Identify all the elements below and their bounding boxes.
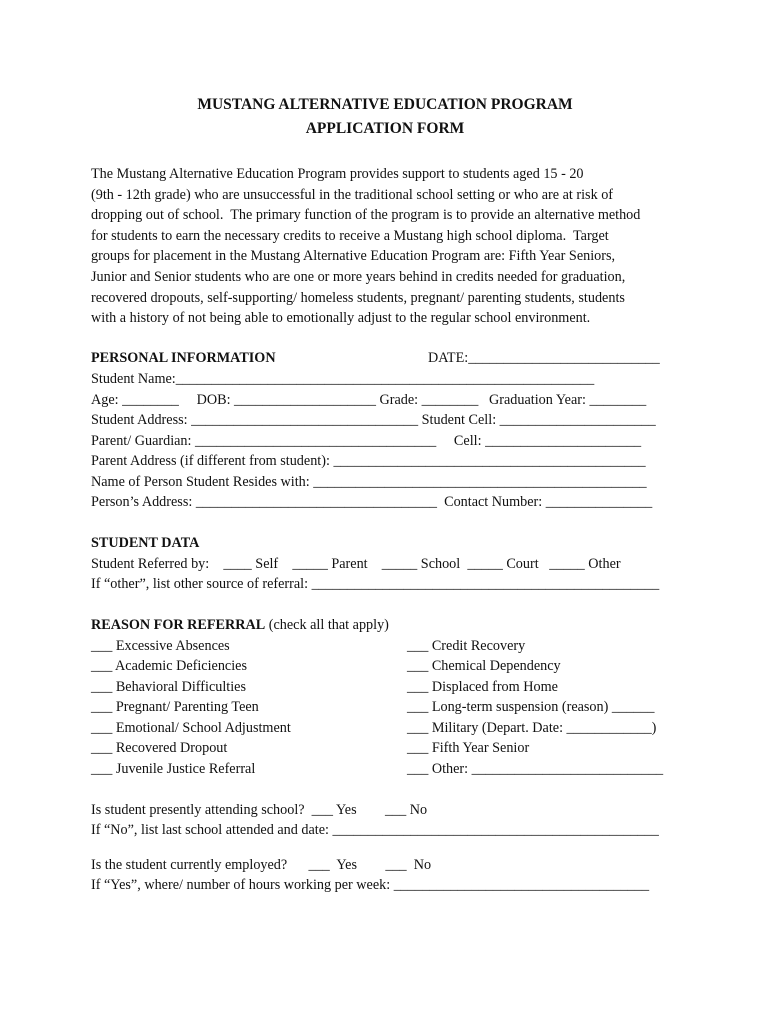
- referral-option[interactable]: ___ Juvenile Justice Referral: [91, 761, 256, 777]
- referral-heading-row: [91, 616, 389, 634]
- intro-paragraph: [91, 164, 691, 329]
- referral-option[interactable]: ___ Excessive Absences: [91, 638, 230, 654]
- intro-line: for students to earn the necessary credits to receive a Mustang high school diploma. Target: [91, 227, 609, 244]
- referral-option[interactable]: ___ Chemical Dependency: [407, 658, 561, 674]
- referral-option[interactable]: ___ Behavioral Difficulties: [91, 679, 246, 695]
- employment-hours-field[interactable]: If “Yes”, where/ number of hours working per week: ____________________________________: [91, 877, 650, 893]
- referral-option[interactable]: ___ Credit Recovery: [407, 638, 526, 654]
- age-dob-grade-field[interactable]: Age: ________ DOB: ____________________ Grade: ________ Graduation Year: ________: [91, 392, 647, 408]
- intro-line: Junior and Senior students who are one or more years behind in credits needed for graduation,: [91, 268, 626, 285]
- intro-line: (9th - 12th grade) who are unsuccessful in the traditional school setting or who are at risk of: [91, 186, 614, 203]
- referral-option[interactable]: ___ Emotional/ School Adjustment: [91, 720, 291, 736]
- student-name-field[interactable]: Student Name:___________________________________________________________: [91, 371, 595, 387]
- intro-line: dropping out of school. The primary function of the program is to provide an alternative method: [91, 207, 641, 224]
- referred-by-field[interactable]: Student Referred by: ____ Self _____ Parent _____ School _____ Court _____ Other: [91, 556, 621, 572]
- other-referral-field[interactable]: If “other”, list other source of referral: _________________________________________________: [91, 576, 660, 592]
- employed-question[interactable]: Is the student currently employed? ___ Yes ___ No: [91, 857, 432, 873]
- form-title-line-1: MUSTANG ALTERNATIVE EDUCATION PROGRAM: [197, 96, 573, 113]
- referral-option[interactable]: ___ Pregnant/ Parenting Teen: [91, 699, 259, 715]
- attending-school-question[interactable]: Is student presently attending school? ___ Yes ___ No: [91, 802, 428, 818]
- date-field[interactable]: DATE:___________________________: [428, 350, 660, 366]
- personal-info-heading: PERSONAL INFORMATION: [91, 350, 276, 366]
- referral-option[interactable]: ___ Academic Deficiencies: [91, 658, 247, 674]
- referral-option[interactable]: ___ Long-term suspension (reason) ______: [407, 699, 655, 715]
- student-address-field[interactable]: Student Address: ________________________________ Student Cell: ______________________: [91, 412, 656, 428]
- referral-option[interactable]: ___ Other: ___________________________: [407, 761, 664, 777]
- parent-address-field[interactable]: Parent Address (if different from student): ____________________________________________: [91, 453, 646, 469]
- resides-with-field[interactable]: Name of Person Student Resides with: _______________________________________________: [91, 474, 647, 490]
- parent-guardian-field[interactable]: Parent/ Guardian: __________________________________ Cell: ______________________: [91, 433, 642, 449]
- student-data-heading: STUDENT DATA: [91, 535, 200, 551]
- intro-line: groups for placement in the Mustang Alternative Education Program are: Fifth Year Seniors,: [91, 248, 616, 265]
- last-school-field[interactable]: If “No”, list last school attended and date: ______________________________________________: [91, 822, 659, 838]
- intro-line: recovered dropouts, self-supporting/ homeless students, pregnant/ parenting students, students: [91, 289, 625, 306]
- referral-option[interactable]: ___ Displaced from Home: [407, 679, 558, 695]
- intro-line: with a history of not being able to emotionally adjust to the regular school environment.: [91, 310, 591, 327]
- form-title-line-2: APPLICATION FORM: [305, 120, 465, 137]
- referral-option[interactable]: ___ Fifth Year Senior: [407, 740, 530, 756]
- referral-option[interactable]: ___ Recovered Dropout: [91, 740, 228, 756]
- referral-note: (check all that apply): [265, 617, 389, 633]
- intro-line: The Mustang Alternative Education Program provides support to students aged 15 - 20: [91, 166, 584, 182]
- person-address-field[interactable]: Person’s Address: __________________________________ Contact Number: _______________: [91, 494, 653, 510]
- referral-option[interactable]: ___ Military (Depart. Date: ____________): [407, 720, 657, 736]
- referral-heading: REASON FOR REFERRAL: [91, 617, 266, 633]
